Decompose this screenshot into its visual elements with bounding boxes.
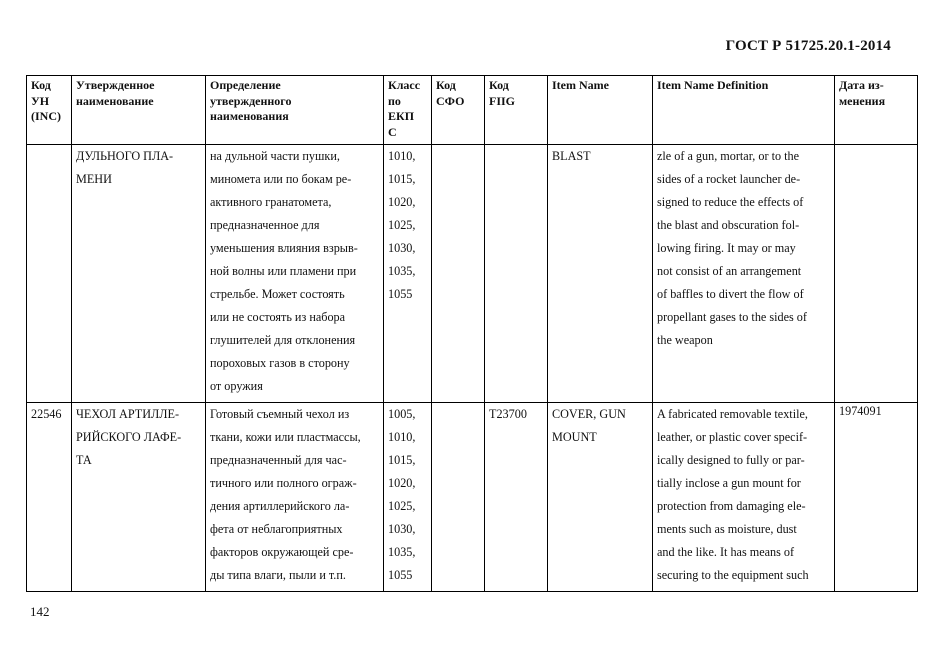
cell-item-definition <box>653 145 835 403</box>
cell-line: 1005, <box>388 407 416 421</box>
cell-line: 1030, <box>388 522 416 536</box>
cell-approved-name <box>72 403 206 592</box>
cell-line: уменьшения влияния взрыв- <box>210 241 358 255</box>
cell-line: РИЙСКОГО ЛАФЕ- <box>76 430 182 444</box>
cell-line: ткани, кожи или пластмассы, <box>210 430 361 444</box>
cell-fiig-code <box>485 403 548 592</box>
cell-line: МЕНИ <box>76 172 112 186</box>
cell-inc-code <box>27 145 72 403</box>
cell-line: ments such as moisture, dust <box>657 522 797 536</box>
column-sfo-code <box>432 76 485 145</box>
header-line: наименования <box>210 109 289 123</box>
cell-line: zle of a gun, mortar, or to the <box>657 149 799 163</box>
cell-class-ekps <box>384 145 432 403</box>
cell-item-name <box>548 403 653 592</box>
cell-line: Готовый съемный чехол из <box>210 407 350 421</box>
cell-line: фета от неблагоприятных <box>210 522 343 536</box>
document-code: ГОСТ Р 51725.20.1-2014 <box>725 38 891 54</box>
header-line: Код <box>31 78 51 92</box>
header-line: по <box>388 93 401 108</box>
cell-line: пороховых газов в сторону <box>210 356 350 370</box>
cell-line: and the like. It has means of <box>657 545 795 559</box>
header-line: Класс <box>388 78 421 92</box>
cell-line: propellant gases to the sides of <box>657 310 807 324</box>
cell-line: sides of a rocket launcher de- <box>657 172 801 186</box>
column-definition <box>206 76 384 145</box>
cell-line: 1035, <box>388 264 416 278</box>
cell-change-date <box>835 403 918 592</box>
table-body <box>27 145 918 592</box>
cell-line: ды типа влаги, пыли и т.п. <box>210 568 346 582</box>
cell-line: дения артиллерийского ла- <box>210 499 350 513</box>
cell-line: COVER, GUN <box>552 407 626 421</box>
cell-definition-ru <box>206 403 384 592</box>
table-row <box>27 145 918 403</box>
cell-line: securing to the equipment such <box>657 568 809 582</box>
cell-line: the blast and obscuration fol- <box>657 218 800 232</box>
cell-line: 1010, <box>388 430 416 444</box>
cell-line: T23700 <box>489 407 527 421</box>
header-line: утвержденного <box>210 93 292 108</box>
header-line: Item Name Definition <box>657 78 769 92</box>
header-line: Дата из- <box>839 78 884 92</box>
header-line: (INC) <box>31 109 61 123</box>
cell-line: 1035, <box>388 545 416 559</box>
cell-line: A fabricated removable textile, <box>657 407 808 421</box>
header-line: Item Name <box>552 78 609 92</box>
cell-line: предназначенное для <box>210 218 320 232</box>
cell-sfo-code <box>432 145 485 403</box>
header-line: ЕКП <box>388 109 415 123</box>
column-inc-code <box>27 76 72 145</box>
cell-line: BLAST <box>552 149 591 163</box>
cell-line: тичного или полного ограж- <box>210 476 357 490</box>
cell-line: на дульной части пушки, <box>210 149 340 163</box>
cell-line: 1055 <box>388 287 413 301</box>
cell-line: ЧЕХОЛ АРТИЛЛЕ- <box>76 407 180 421</box>
header-line: С <box>388 124 397 139</box>
cell-line: leather, or plastic cover specif- <box>657 430 808 444</box>
cell-line: ically designed to fully or par- <box>657 453 805 467</box>
column-class-ekps <box>384 76 432 145</box>
table-header-row <box>27 76 918 145</box>
cell-line: ДУЛЬНОГО ПЛА- <box>76 149 174 163</box>
header-line: Код <box>436 78 456 92</box>
cell-line: protection from damaging ele- <box>657 499 806 513</box>
cell-line: 1015, <box>388 172 416 186</box>
column-fiig-code <box>485 76 548 145</box>
cell-item-name <box>548 145 653 403</box>
header-line: менения <box>839 93 886 108</box>
header-line: наименование <box>76 93 154 108</box>
cell-line: 1010, <box>388 149 416 163</box>
cell-line: lowing firing. It may or may <box>657 241 796 255</box>
cell-fiig-code <box>485 145 548 403</box>
header-line: СФО <box>436 93 465 108</box>
cell-approved-name <box>72 145 206 403</box>
cell-line: 1974091 <box>839 404 882 418</box>
cell-line: факторов окружающей сре- <box>210 545 354 559</box>
header-line: Утвержденное <box>76 78 155 92</box>
table-row <box>27 403 918 592</box>
cell-line: 1030, <box>388 241 416 255</box>
header-line: Определение <box>210 78 281 92</box>
column-item-name-definition <box>653 76 835 145</box>
column-approved-name <box>72 76 206 145</box>
cell-line: not consist of an arrangement <box>657 264 802 278</box>
cell-line: 1025, <box>388 218 416 232</box>
header-line: УН <box>31 93 50 108</box>
cell-line: the weapon <box>657 333 713 347</box>
cell-change-date <box>835 145 918 403</box>
cell-line: предназначенный для час- <box>210 453 347 467</box>
cell-line: 1020, <box>388 476 416 490</box>
column-item-name <box>548 76 653 145</box>
cell-line: 1055 <box>388 568 413 582</box>
cell-line: tially inclose a gun mount for <box>657 476 801 490</box>
cell-line: стрельбе. Может состоять <box>210 287 345 301</box>
cell-line: миномета или по бокам ре- <box>210 172 352 186</box>
cell-definition-ru <box>206 145 384 403</box>
cell-line: ТА <box>76 453 92 467</box>
item-name-table <box>26 75 918 592</box>
cell-line: от оружия <box>210 379 263 393</box>
cell-inc-code <box>27 403 72 592</box>
cell-line: или не состоять из набора <box>210 310 346 324</box>
cell-line: 22546 <box>31 407 62 421</box>
cell-line: глушителей для отклонения <box>210 333 356 347</box>
cell-line: 1025, <box>388 499 416 513</box>
page-number: 142 <box>30 604 50 619</box>
cell-class-ekps <box>384 403 432 592</box>
header-line: Код <box>489 78 509 92</box>
header-line: FIIG <box>489 93 516 108</box>
cell-line: of baffles to divert the flow of <box>657 287 804 301</box>
cell-item-definition <box>653 403 835 592</box>
cell-line: 1015, <box>388 453 416 467</box>
column-change-date <box>835 76 918 145</box>
cell-line: 1020, <box>388 195 416 209</box>
cell-sfo-code <box>432 403 485 592</box>
cell-line: MOUNT <box>552 430 597 444</box>
cell-line: ной волны или пламени при <box>210 264 357 278</box>
cell-line: signed to reduce the effects of <box>657 195 804 209</box>
cell-line: активного гранатомета, <box>210 195 332 209</box>
